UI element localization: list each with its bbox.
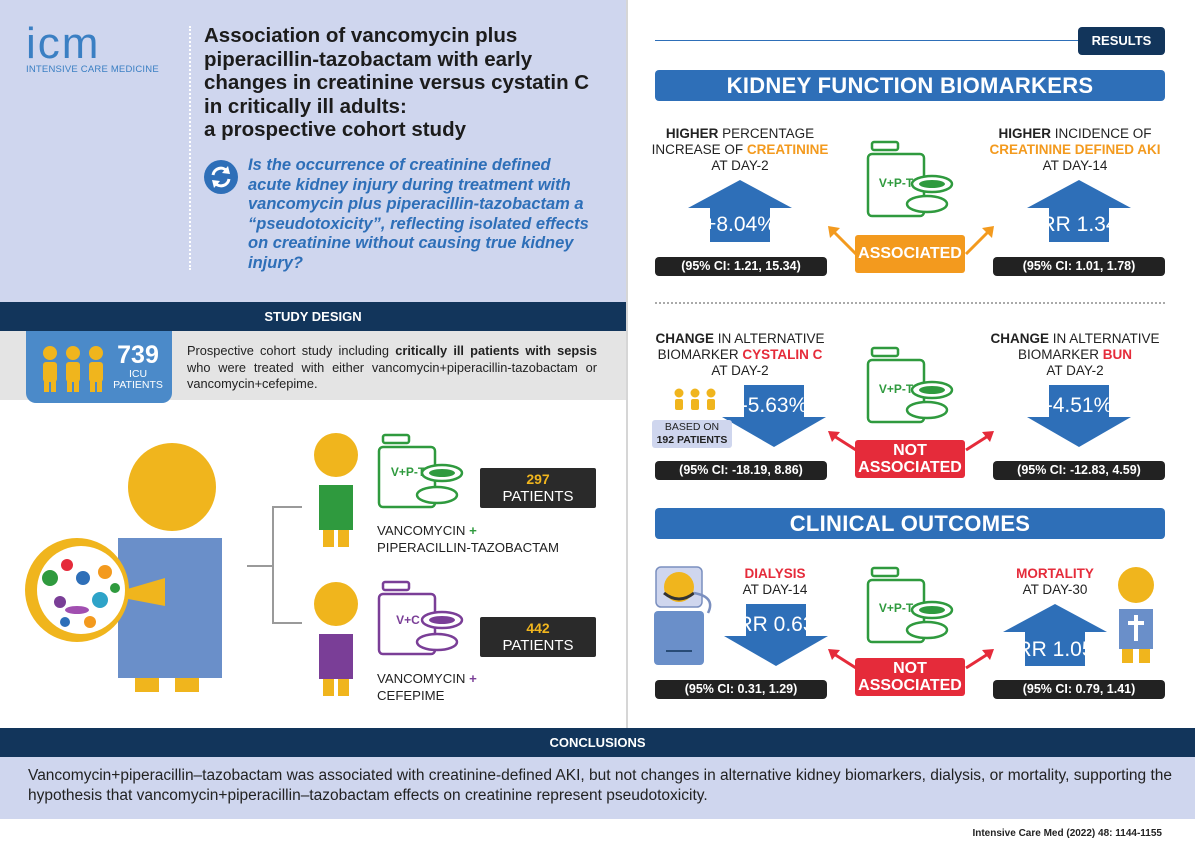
drug-label: V+P-T: [878, 382, 914, 396]
question-line: on creatinine without causing true kidney: [248, 234, 574, 252]
label-text: BIOMARKER: [1017, 347, 1103, 362]
results-rule: [655, 40, 1080, 41]
group-count-box: [480, 468, 596, 508]
panel-divider: [626, 0, 628, 728]
drug-name: CEFEPIME: [377, 688, 445, 703]
cystatin-note: [652, 420, 732, 448]
label-text: BIOMARKER: [657, 347, 743, 362]
clinician-illustration: [15, 430, 245, 705]
label-bold: CHANGE: [655, 331, 714, 346]
patient-green-icon: [313, 431, 359, 549]
label-bold: CHANGE: [990, 331, 1049, 346]
not-associated-tag: [855, 658, 965, 696]
logo-mark: icm: [26, 19, 101, 68]
not-associated-tag: [855, 440, 965, 478]
research-question: [248, 156, 618, 273]
citation: Intensive Care Med (2022) 48: 1144-1155: [972, 828, 1162, 839]
dialysis-ci: (95% CI: 0.31, 1.29): [655, 680, 827, 699]
bun-value: -4.51%: [1045, 394, 1113, 417]
label-text: INCREASE OF: [651, 142, 747, 157]
label-bold: HIGHER: [998, 126, 1051, 141]
title-line: a prospective cohort study: [204, 118, 467, 141]
title-line: piperacillin-tazobactam with early: [204, 47, 533, 71]
label-text: AT DAY-2: [711, 363, 769, 378]
creatinine-label: [640, 126, 840, 174]
branch-connector: [272, 622, 302, 624]
desc-text: Prospective cohort study including: [187, 343, 396, 358]
branch-connector: [272, 506, 302, 508]
question-line: vancomycin plus piperacillin-tazobactam a: [248, 195, 584, 213]
deceased-patient-icon: [1113, 565, 1159, 667]
patient-purple-icon: [313, 580, 359, 698]
label-highlight: MORTALITY: [1016, 566, 1094, 581]
question-line: Is the occurrence of creatinine defined: [248, 156, 551, 174]
label-text: AT DAY-14: [742, 582, 808, 597]
mortality-label: [990, 566, 1120, 598]
drug-label: V+P-T: [390, 465, 426, 479]
branch-connector: [272, 506, 274, 624]
group-count-label: PATIENTS: [502, 488, 574, 505]
title-line: in critically ill adults:: [204, 94, 407, 118]
desc-text: who were treated with either vancomycin+piperacillin-tazobactam or vancomycin+cefepime.: [187, 359, 597, 391]
drug-label: V+C: [396, 613, 420, 627]
refresh-icon: [204, 160, 238, 194]
label-text: INCIDENCE OF: [1051, 126, 1152, 141]
branch-connector: [247, 565, 273, 567]
results-tag: RESULTS: [1078, 27, 1165, 55]
label-text: AT DAY-14: [1042, 158, 1108, 173]
question-line: “pseudotoxicity”, reflecting isolated effects: [248, 214, 589, 233]
plus-sign: +: [469, 523, 477, 538]
associated-tag: [855, 235, 965, 273]
bun-label: [975, 331, 1175, 379]
label-text: AT DAY-2: [1046, 363, 1104, 378]
cystatin-ci: (95% CI: -18.19, 8.86): [655, 461, 827, 480]
label-highlight: CREATININE: [746, 142, 829, 157]
question-line: injury?: [248, 253, 304, 272]
dialysis-value: RR 0.63: [737, 613, 815, 636]
icm-logo: [26, 19, 181, 75]
title-line: Association of vancomycin plus: [204, 24, 518, 47]
conclusions-header: CONCLUSIONS: [0, 728, 1195, 757]
associated-text: ASSOCIATED: [858, 245, 962, 262]
creatinine-value: +8.04%: [704, 213, 776, 236]
drug-name: VANCOMYCIN: [377, 671, 466, 686]
dialysis-label: [700, 566, 850, 598]
conclusions-text: Vancomycin+piperacillin–tazobactam was associated with creatinine-defined AKI, but not changes in alternative kidney biomarkers, dialysis, or mortality, supporting the hypothesis that vancomycin+piperacillin–tazobactam effects on creatinine represent pseudotoxicity.: [28, 767, 1173, 804]
tag-text: NOT: [893, 660, 927, 677]
group-name: [377, 522, 597, 556]
group-count: 297: [526, 471, 550, 487]
creatinine-ci: (95% CI: 1.21, 15.34): [655, 257, 827, 276]
cystatin-label: [640, 331, 840, 379]
label-highlight: CYSTALIN C: [742, 347, 823, 362]
desc-bold: critically ill patients with sepsis: [395, 343, 597, 358]
question-line: acute kidney injury during treatment with: [248, 175, 571, 194]
label-highlight: CREATININE DEFINED AKI: [989, 142, 1161, 157]
kidney-banner: KIDNEY FUNCTION BIOMARKERS: [655, 70, 1165, 101]
label-text: AT DAY-2: [711, 158, 769, 173]
title-divider: [189, 26, 191, 270]
paper-title: [204, 24, 614, 142]
group-count-box: [480, 617, 596, 657]
label-highlight: BUN: [1102, 347, 1132, 362]
aki-label: [970, 126, 1180, 174]
study-design-header: STUDY DESIGN: [0, 302, 626, 331]
tag-text: ASSOCIATED: [858, 459, 962, 476]
cystatin-value: -5.63%: [740, 394, 808, 417]
label-text: IN ALTERNATIVE: [713, 331, 825, 346]
study-description: [187, 343, 597, 393]
tag-text: NOT: [893, 442, 927, 459]
mortality-value: RR 1.05: [1016, 638, 1094, 661]
drug-label: V+P-T: [878, 601, 914, 615]
drug-label: V+P-T: [878, 176, 914, 190]
aki-value: RR 1.34: [1040, 213, 1118, 236]
group-count-label: PATIENTS: [502, 637, 574, 654]
label-text: IN ALTERNATIVE: [1048, 331, 1160, 346]
label-text: AT DAY-30: [1022, 582, 1088, 597]
note-text: PATIENTS: [674, 434, 728, 446]
plus-sign: +: [469, 671, 477, 686]
label-text: PERCENTAGE: [718, 126, 815, 141]
label-bold: HIGHER: [665, 126, 719, 141]
outcomes-banner: CLINICAL OUTCOMES: [655, 508, 1165, 539]
drug-name: PIPERACILLIN-TAZOBACTAM: [377, 540, 559, 555]
logo-text: INTENSIVE CARE MEDICINE: [26, 64, 159, 75]
results-divider: [655, 302, 1165, 304]
group-count: 442: [526, 620, 550, 636]
tag-text: ASSOCIATED: [858, 677, 962, 694]
mortality-ci: (95% CI: 0.79, 1.41): [993, 680, 1165, 699]
icu-count-label: PATIENTS: [113, 379, 163, 391]
aki-ci: (95% CI: 1.01, 1.78): [993, 257, 1165, 276]
drug-name: VANCOMYCIN: [377, 523, 466, 538]
icu-count: 739: [117, 341, 159, 369]
icu-count-card: [26, 331, 172, 403]
note-text: BASED ON: [664, 421, 720, 433]
label-highlight: DIALYSIS: [744, 566, 806, 581]
people-icon: [672, 388, 718, 416]
people-icon: [40, 344, 106, 392]
group-name: [377, 670, 597, 704]
title-line: changes in creatinine versus cystatin C: [204, 71, 590, 94]
note-bold: 192: [656, 434, 675, 446]
bun-ci: (95% CI: -12.83, 4.59): [993, 461, 1165, 480]
icu-count-label: ICU: [128, 368, 148, 380]
